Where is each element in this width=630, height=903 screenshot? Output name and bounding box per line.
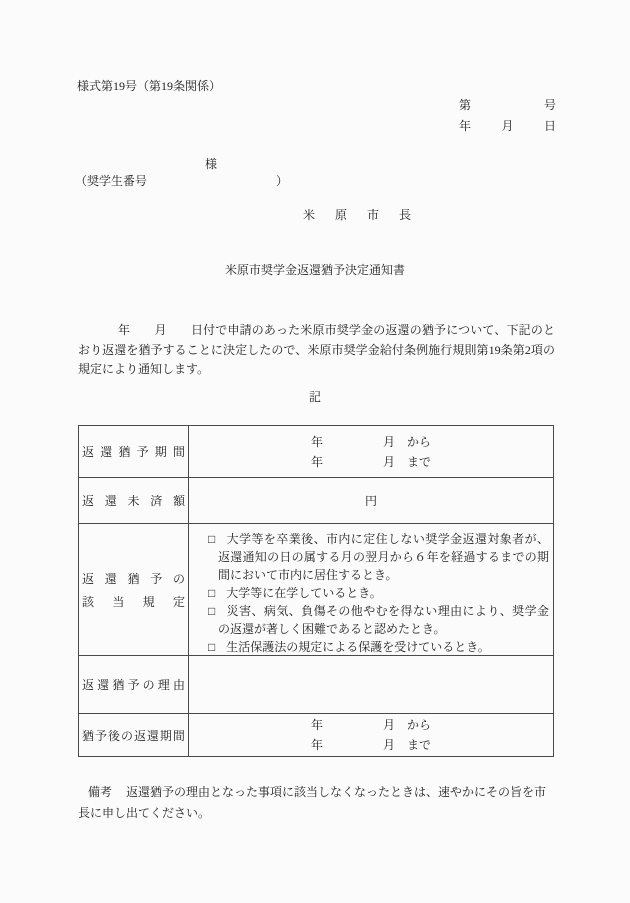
provision-text: 大学等を卒業後、市内に定住しない奨学金返還対象者が、返還通知の日の属する月の翌月から６年を経過するまでの期間において市内に居住するとき。 (218, 532, 549, 582)
cell-deferment-reason-empty (189, 656, 553, 713)
date-month-label: 月 (501, 119, 514, 133)
cell-deferment-period (189, 426, 553, 477)
provision-text: 生活保護法の規定による保護を受けているとき。 (226, 640, 490, 654)
scholarship-number-open: （奨学生番号 (75, 174, 148, 188)
yen-unit-label: 円 (364, 493, 377, 508)
scholarship-number-close: ） (275, 174, 288, 188)
provision-text: 災害、病気、負傷その他やむを得ない理由により、奨学金の返還が著しく困難であると認めたとき。 (218, 604, 549, 636)
checkbox-icon: □ (208, 640, 216, 654)
remarks-note (78, 782, 555, 824)
period-to-line: 年 月 まで (310, 738, 431, 752)
table-row-applicable-provision (79, 524, 553, 656)
cell-applicable-provisions (189, 524, 553, 655)
period-from-line: 年 月 から (310, 434, 431, 449)
date-line (459, 117, 556, 134)
ki-marker: 記 (308, 390, 321, 404)
document-number-line (459, 96, 556, 113)
provision-text: 大学等に在学しているとき。 (226, 586, 382, 600)
document-title: 米原市奨学金返還猶予決定通知書 (224, 263, 405, 277)
period-to-line: 年 月 まで (310, 454, 431, 469)
cell-repayment-period-after (189, 714, 553, 756)
form-number-label: 様式第19号（第19条関係） (77, 79, 222, 93)
checkbox-icon: □ (208, 586, 216, 600)
deferment-table (78, 425, 554, 757)
table-row-deferment-reason (79, 656, 553, 714)
issuer-mayor-signature: 米 原 市 長 (303, 208, 416, 222)
remarks-label: 備考 (88, 785, 113, 799)
row-label-deferment-period: 返 還 猶 予 期 間 (79, 426, 189, 477)
provision-item-welfare (189, 638, 549, 656)
date-day-label: 日 (543, 119, 556, 133)
date-year-label: 年 (459, 119, 472, 133)
table-row-unpaid-amount (79, 478, 553, 524)
addressee-honorific: 様 (205, 157, 218, 171)
row-label-repayment-period-after: 猶 予 後 の 返 還 期 間 (79, 714, 189, 756)
doc-no-prefix: 第 (459, 98, 472, 112)
table-row-deferment-period (79, 426, 553, 478)
checkbox-icon: □ (208, 604, 216, 618)
doc-no-suffix: 号 (543, 98, 556, 112)
checkbox-icon: □ (208, 532, 216, 546)
provision-item-residence (189, 530, 549, 584)
cell-unpaid-amount (189, 478, 553, 523)
body-paragraph: 年 月 日付で申請のあった米原市奨学金の返還の猶予について、下記のとおり返還を猶予することに決定したので、米原市奨学金給付条例施行規則第19条第2項の規定により通知します。 (78, 323, 555, 376)
row-label-deferment-reason: 返 還 猶 予 の 理 由 (79, 656, 189, 713)
scholarship-number-line (75, 172, 288, 189)
provision-item-hardship (189, 602, 549, 638)
provision-item-enrolled (189, 584, 549, 602)
remarks-text: 返還猶予の理由となった事項に該当しなくなったときは、速やかにその旨を市長に申し出てください。 (78, 785, 547, 820)
table-row-repayment-period-after (79, 714, 553, 756)
row-label-applicable-provision: 返 還 猶 予 の 該 当 規 定 (79, 524, 189, 655)
period-from-line: 年 月 から (310, 718, 431, 732)
row-label-unpaid-amount: 返 還 未 済 額 (79, 478, 189, 523)
